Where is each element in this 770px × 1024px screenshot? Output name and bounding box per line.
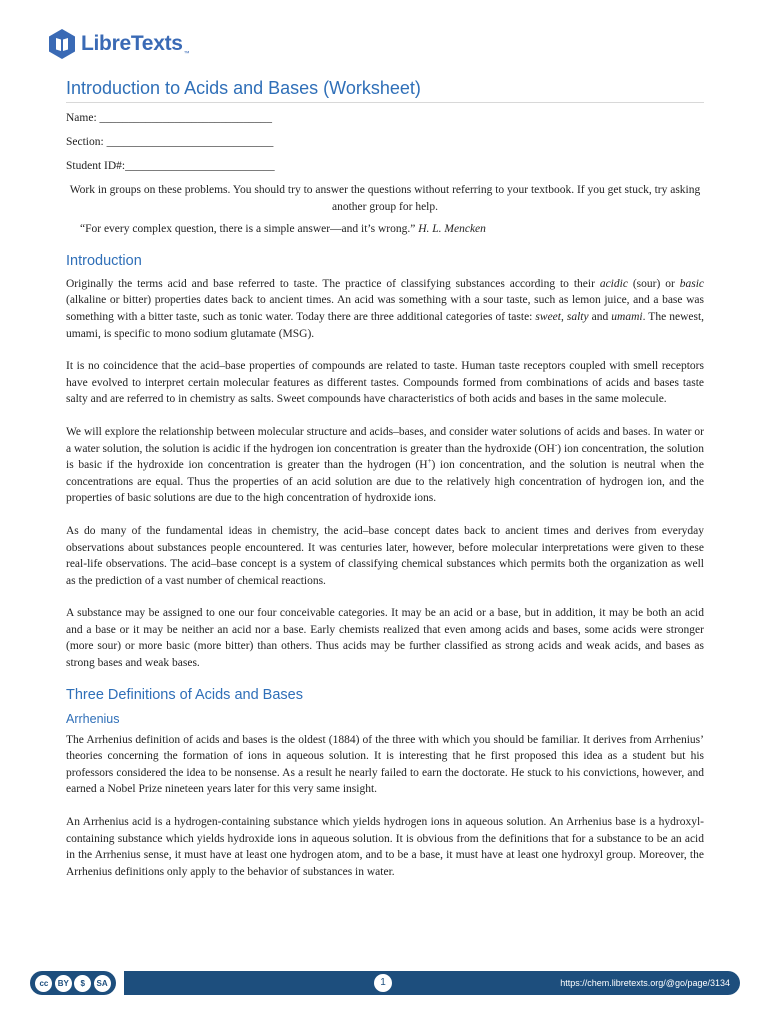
- instructions: Work in groups on these problems. You should try to answer the questions without referring to your textbook. If you get stuck, try asking another group for help.: [69, 184, 701, 213]
- intro-paragraph-3: We will explore the relationship between molecular structure and acids–bases, and consider water solutions of acids and bases. In water or a water solution, the solution is acidic if the hydrogen ion concentration is greater than the hydroxide (OH-) ion concentration, the solution is basic if the hydroxide ion concentration is greater than the hydrogen (H+) ion concentration, and the solution is neutral when the concentrations are equal. Thus the properties of an acid solution are due to the relatively high concentration of hydrogen ion, and the properties of basic solutions are due to the high concentration of hydroxide ions.: [66, 425, 704, 505]
- sa-icon: SA: [94, 975, 111, 992]
- libretexts-hexagon-icon: [46, 28, 78, 60]
- cc-icon: cc: [35, 975, 52, 992]
- intro-paragraph-1: Originally the terms acid and base referred to taste. The practice of classifying substances according to their acidic (sour) or basic (alkaline or bitter) properties dates back to ancient times. An acid was something with a sour taste, such as lemon juice, and a base was something with a bitter taste, such as tonic water. Today there are three additional categories of taste: sweet, salty and umami. The newest, umami, is specific to mono sodium glutamate (MSG).: [66, 277, 705, 340]
- quote-author: H. L. Mencken: [418, 223, 486, 236]
- nc-icon: $: [74, 975, 91, 992]
- quote-text: “For every complex question, there is a simple answer—and it’s wrong.”: [80, 223, 416, 236]
- footer-bar: [124, 971, 740, 995]
- definitions-heading: Three Definitions of Acids and Bases: [66, 686, 303, 703]
- arrhenius-heading: Arrhenius: [66, 711, 120, 726]
- name-field: Name: ______________________________: [66, 112, 273, 124]
- by-icon: BY: [55, 975, 72, 992]
- brand-tm: ™: [183, 51, 190, 57]
- arrhenius-paragraph-2: An Arrhenius acid is a hydrogen-containing substance which yields hydrogen ions in aqueous solution. An Arrhenius base is a hydroxyl-containing substance which yields hydroxide ions in aqueous solution. It is obvious from the definitions that for a substance to be an acid in the Arrhenius sense, it must have at least one hydrogen atom, and to be a base, it must have at least one hydroxyl group. Moreover, the Arrhenius definitions only apply to the behavior of substances in water.: [66, 816, 704, 878]
- intro-paragraph-4: As do many of the fundamental ideas in chemistry, the acid–base concept dates back to ancient times and derives from everyday observations about substances people encountered. It was centuries later, however, before molecular interpretations were given to these real-life observations. The acid–base concept is a system of classifying chemical substances which permits both the organization as well as the prediction of a vast number of chemical reactions.: [66, 524, 704, 587]
- license-badge[interactable]: [30, 971, 116, 995]
- page-number: 1: [374, 974, 392, 992]
- intro-paragraph-2: It is no coincidence that the acid–base properties of compounds are related to taste. Human taste receptors coupled with smell receptors have evolved to interpret certain molecular features as different tastes. Compounds formed from combinations of acids and bases taste salty and are referred to in chemistry as salts. Sweet compounds have characteristics of both acids and bases in the same molecule.: [66, 360, 704, 406]
- brand-name: LibreTexts: [81, 32, 183, 55]
- arrhenius-paragraph-1: The Arrhenius definition of acids and bases is the oldest (1884) of the three with which you should be familiar. It derives from Arrhenius’ theories concerning the formation of ions in aqueous solution. It is interesting that he first proposed this idea as a student but his professors considered the idea to be nonsense. As a result he nearly failed to earn the doctorate. He stuck to his convictions, however, and earned a Nobel Prize nineteen years later for this very same insight.: [66, 733, 704, 796]
- intro-paragraph-5: A substance may be assigned to one our four conceivable categories. It may be an acid or a base, but in addition, it may be both an acid and a base or it may be neither an acid nor a base. Early chemists realized that even among acids and bases, some acids were stronger (more sour) or more basic (more bitter) than others. Thus acids may be further classified as strong acids and weak acids, and bases as strong bases and weak bases.: [66, 607, 704, 670]
- student-id-field: Student ID#:__________________________: [66, 160, 275, 172]
- page-content: [66, 76, 704, 880]
- section-field: Section: _____________________________: [66, 136, 274, 148]
- libretexts-logo[interactable]: [46, 28, 190, 60]
- introduction-heading: Introduction: [66, 252, 142, 269]
- footer-url[interactable]: https://chem.libretexts.org/@go/page/3134: [560, 978, 730, 988]
- quote: [66, 221, 704, 238]
- page-title: Introduction to Acids and Bases (Worksheet): [66, 76, 704, 103]
